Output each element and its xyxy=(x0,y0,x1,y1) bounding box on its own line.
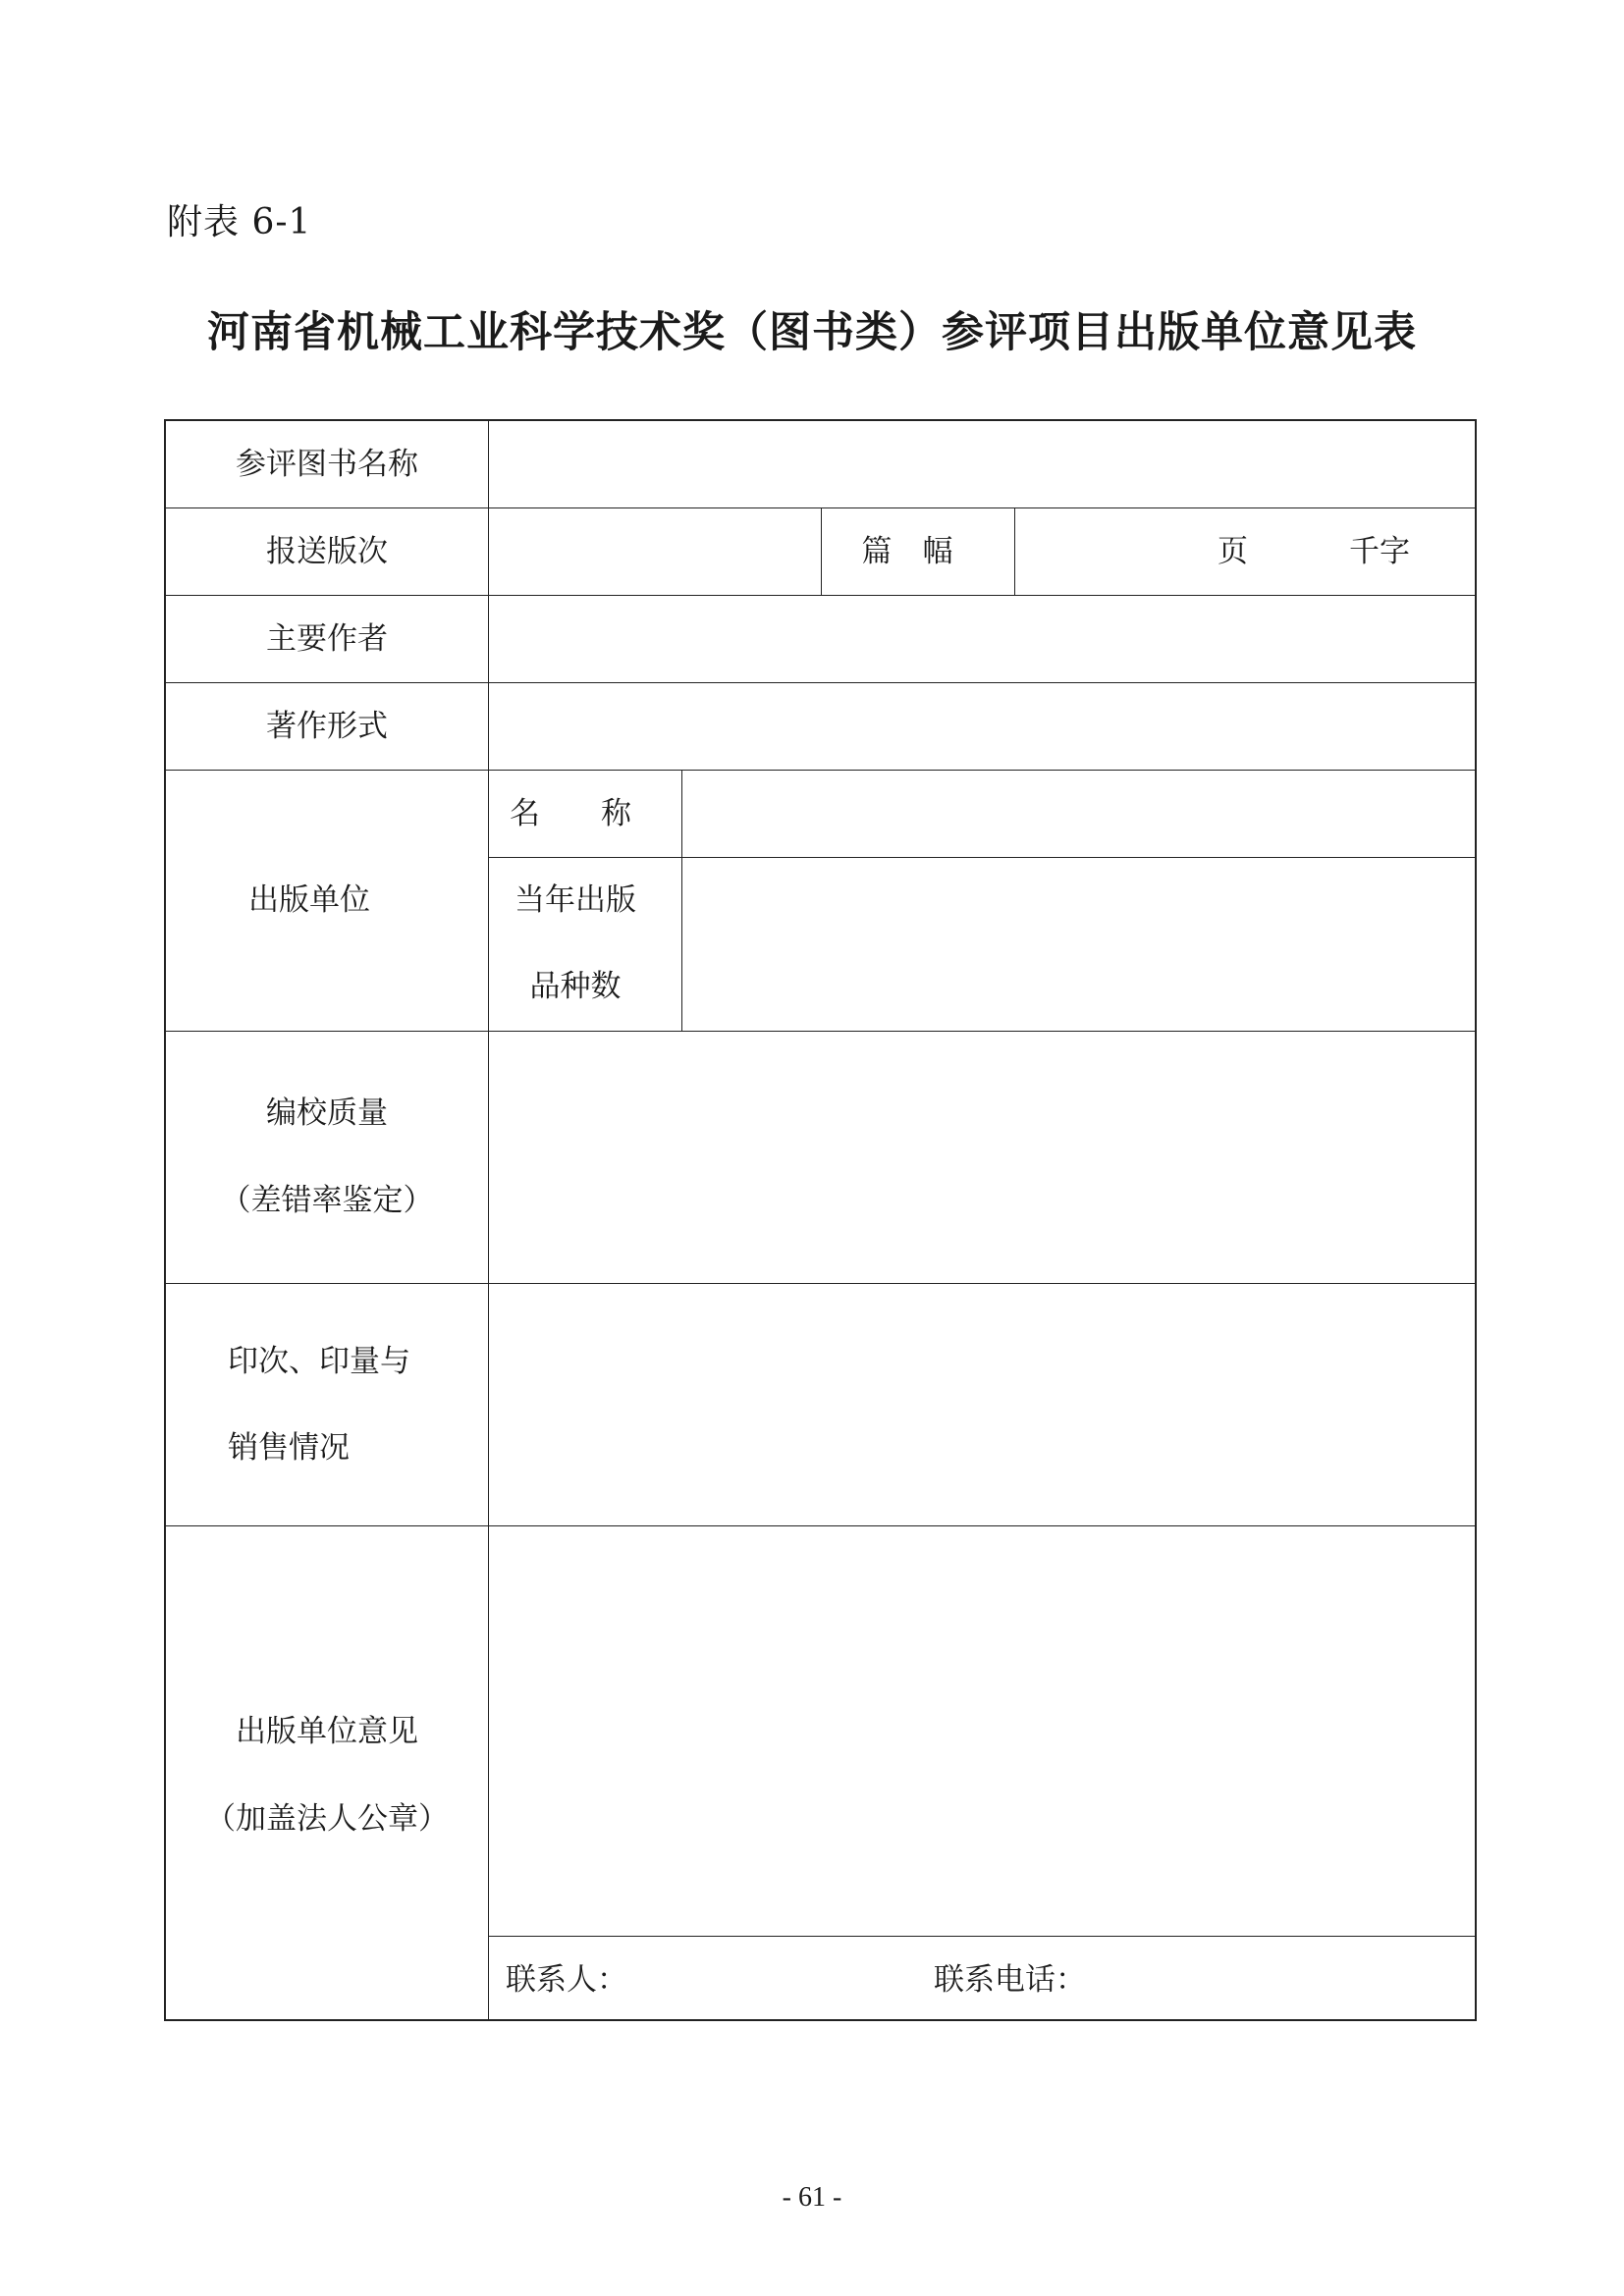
contact-phone-label: 联系电话： xyxy=(934,1962,1086,1998)
page-number: - 61 - xyxy=(782,2182,842,2213)
main-author-field[interactable] xyxy=(490,597,1473,680)
opinion-label: 出版单位意见 xyxy=(236,1714,418,1749)
row-divider xyxy=(488,1936,1475,1937)
column-divider xyxy=(681,770,682,1031)
length-label: 篇 幅 xyxy=(861,534,953,569)
document-title: 河南省机械工业科学技术奖（图书类）参评项目出版单位意见表 xyxy=(207,308,1417,357)
publisher-label: 出版单位 xyxy=(248,882,370,918)
opinion-form-table xyxy=(164,419,1477,2021)
print-label: 销售情况 xyxy=(228,1430,350,1466)
work-form-field[interactable] xyxy=(490,684,1473,768)
row-divider xyxy=(488,857,1475,858)
work-form-label: 著作形式 xyxy=(266,709,388,744)
opinion-label: （加盖法人公章） xyxy=(205,1801,449,1837)
contact-person-field[interactable] xyxy=(627,1940,932,2016)
book-name-label: 参评图书名称 xyxy=(236,447,418,482)
quality-label: 编校质量 xyxy=(266,1095,388,1131)
publisher-name-label: 名 称 xyxy=(510,796,631,831)
print-sales-field[interactable] xyxy=(490,1285,1473,1523)
publisher-name-field[interactable] xyxy=(683,772,1473,855)
opinion-field[interactable] xyxy=(490,1527,1473,1934)
column-divider xyxy=(1014,507,1015,595)
pages-unit: 页 xyxy=(1218,534,1248,569)
row-divider xyxy=(166,595,1475,596)
appendix-label: 附表 6-1 xyxy=(167,202,312,242)
contact-person-label: 联系人： xyxy=(506,1962,627,1998)
row-divider xyxy=(166,682,1475,683)
row-divider xyxy=(166,770,1475,771)
row-divider xyxy=(166,1525,1475,1526)
edition-label: 报送版次 xyxy=(266,534,388,569)
main-author-label: 主要作者 xyxy=(266,621,388,657)
row-divider xyxy=(166,1031,1475,1032)
contact-phone-field[interactable] xyxy=(1089,1940,1472,2016)
quality-label: （差错率鉴定） xyxy=(220,1183,434,1218)
yearly-titles-field[interactable] xyxy=(683,859,1473,1029)
column-divider xyxy=(488,421,489,2019)
row-divider xyxy=(166,1283,1475,1284)
kchars-unit: 千字 xyxy=(1349,534,1410,569)
print-label: 印次、印量与 xyxy=(228,1344,410,1379)
quality-field[interactable] xyxy=(490,1033,1473,1281)
column-divider xyxy=(821,507,822,595)
edition-field[interactable] xyxy=(490,509,819,593)
yearly-titles-label: 当年出版 xyxy=(514,882,636,918)
yearly-titles-label: 品种数 xyxy=(529,969,622,1004)
book-name-field[interactable] xyxy=(490,423,1473,506)
